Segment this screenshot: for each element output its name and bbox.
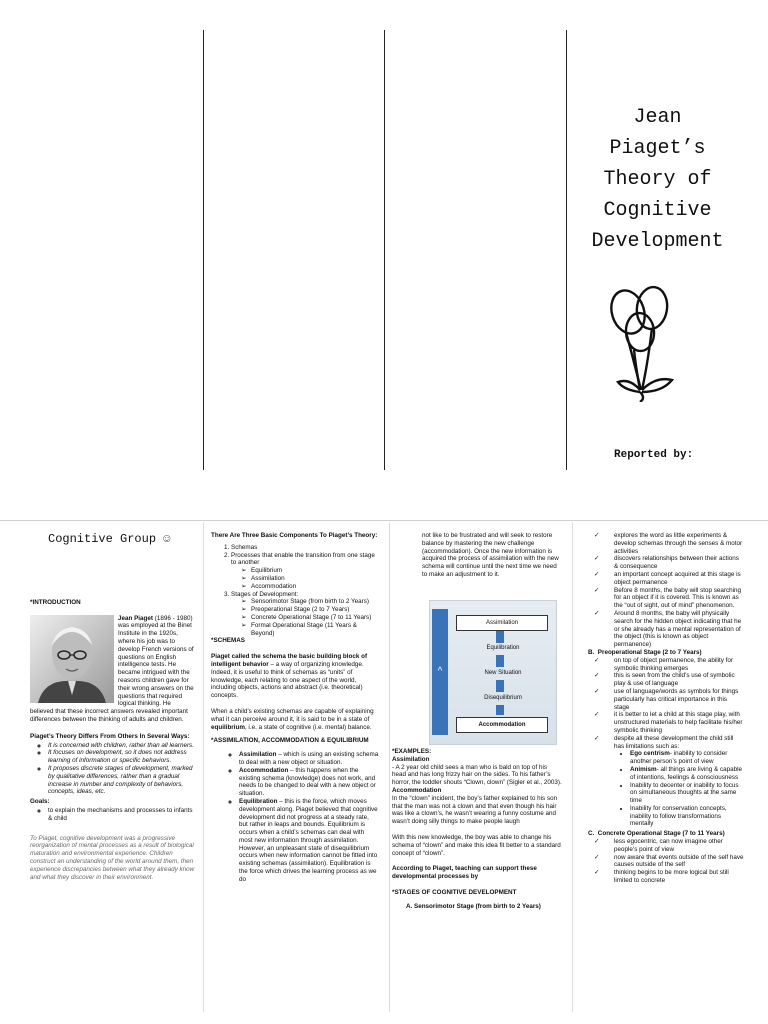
examples-heading: *EXAMPLES:	[392, 748, 432, 755]
check-item: ✓ now aware that events outside of the self have causes outside of the self	[592, 854, 744, 870]
limitation-text: Inability for conservation concepts, inability to follow transformations mentally	[630, 804, 727, 828]
diagram-label-new-situation: New Situation	[484, 670, 522, 676]
column-2	[211, 532, 379, 884]
goals-item: ◦ to explain the mechanisms and processes to infants & child	[48, 807, 195, 823]
component-label: Stages of Development:	[231, 590, 299, 598]
limitation-text: - all things are living & capable of intentions, feelings & consciousness	[630, 765, 742, 781]
component-subitem: ➢ Sensorimotor Stage (from birth to 2 Years)	[241, 598, 379, 606]
components-list	[211, 544, 379, 638]
differs-item: ◦ It focuses on development, so it does not address learning of information or specific behaviors.	[48, 749, 195, 765]
cover-title-line: Jean	[633, 106, 682, 129]
components-heading: There Are Three Basic Components To Piaget’s Theory:	[211, 532, 378, 539]
reported-by-label: Reported by:	[614, 449, 694, 461]
intro-block	[30, 615, 195, 724]
aae-text: – this happens when the existing schema (knowledge) does not work, and needs to be changed to deal with a new object or situation.	[239, 766, 376, 798]
diagram-arrow-2	[496, 655, 504, 667]
knowledge-paragraph: With this new knowledge, the boy was able to change his schema of “clown” and make this idea fit better to a standard concept of “clown”.	[392, 833, 561, 857]
stage-b-letter: B.	[588, 648, 598, 656]
stage-c-heading	[582, 830, 744, 838]
check-item: ✓ it is better to let a child at this stage play, with unstructured materials to help facilitate his/her symbolic thinking	[592, 711, 744, 734]
component-subitem: ➢ Preoperational Stage (2 to 7 Years)	[241, 606, 379, 614]
column-1	[30, 532, 195, 887]
aae-text: – which is using an existing schema to deal with a new object or situation.	[239, 751, 379, 766]
schemas-bold: Piaget called the schema the basic building block of intelligent behavior	[211, 653, 368, 668]
preoperational-checklist	[582, 657, 744, 751]
diagram-label-equilibration: Equilibration	[486, 645, 520, 651]
component-sublist	[231, 598, 379, 637]
limitation-term: Animism	[630, 765, 657, 773]
continuation-paragraph: not like to be frustrated and will seek to restore balance by mastering the new challenge (accommodation). Once the new information is acquired the process of assimilation with the new schema will continue until the next time we need to make an adjustment to it.	[422, 532, 559, 578]
equilibration-diagram	[429, 600, 557, 745]
closing-paragraph: To Piaget, cognitive development was a progressive reorganization of mental processes as a result of biological maturation and environmental experience. Children construct an understanding of the world around them, then experience discrepancies between what they already know and what they discover in their environment.	[30, 834, 195, 881]
component-item	[231, 591, 379, 638]
intro-name: Jean Piaget	[118, 614, 153, 622]
intro-text: (1896 - 1980) was employed at the Binet Institute in the 1920s, where his job was to develop French versions of questions on English intelligence tests. He became intrigued with the reasons children gave for their wrong answers on the questions that required logical thinking. He believed that these incorrect answers revealed important differences between the thinking of adults and children.	[30, 614, 194, 723]
component-label: Schemas	[231, 543, 258, 551]
accommodation-example: In the “clown” incident, the boy’s father explained to his son that the man was not a clown and that even though his hair was like a clown’s, he wasn’t wearing a funny costume and wasn’t doing silly things to make people laugh	[392, 794, 558, 826]
limitation-item	[630, 750, 744, 766]
lower-page-top-edge	[0, 520, 768, 521]
check-item: ✓ an important concept acquired at this stage is object permanence	[592, 571, 744, 587]
column-3-lower	[392, 748, 562, 911]
lower-divider-3	[572, 522, 573, 1012]
component-item	[231, 552, 379, 591]
diagram-box-assimilation: Assimilation	[456, 615, 548, 631]
lower-divider-1	[203, 522, 204, 1012]
component-subitem: ➢ Accommodation	[241, 583, 379, 591]
limitation-term: Ego centrism	[630, 750, 670, 758]
cover-title-line: Theory of	[603, 168, 712, 191]
stage-b-heading	[582, 649, 744, 657]
differs-heading: Piaget’s Theory Differs From Others In Several Ways:	[30, 732, 190, 740]
check-item: ✓ thinking begins to be more logical but still limited to concrete	[592, 869, 744, 885]
differs-list	[30, 742, 195, 797]
aae-term: Assimilation	[239, 751, 277, 759]
panel-divider-2	[384, 30, 385, 470]
panel-divider-3	[566, 30, 567, 470]
check-item: ✓ discovers relationships between their actions & consequence	[592, 555, 744, 571]
equilibrium-text: , i.e. a state of cognitive (i.e. mental) balance.	[244, 723, 372, 731]
schemas-text: – a way of organizing knowledge. Indeed, it is useful to think of schemas as “units” of knowledge, each relating to one aspect of the world, including objects, actions and abstract (i.e. theoretical) concepts.	[211, 660, 364, 700]
limitation-item	[630, 805, 744, 828]
support-heading: According to Piaget, teaching can support these developmental processes by	[392, 865, 537, 881]
aae-term: Equilibration	[239, 797, 278, 805]
group-title: Cognitive Group ☺	[48, 532, 171, 546]
accommodation-heading: Accommodation	[392, 786, 442, 794]
panel-divider-1	[203, 30, 204, 470]
balloons-icon	[600, 282, 692, 402]
concrete-checklist	[582, 838, 744, 885]
check-item: ✓ explores the word as little experiments & develop schemas through the senses & motor activities	[592, 532, 744, 555]
limitation-item	[630, 766, 744, 782]
limitations-list	[582, 750, 744, 828]
sensorimotor-checklist	[582, 532, 744, 649]
stage-a-list	[392, 903, 562, 911]
aae-item	[239, 751, 379, 767]
aae-item	[239, 798, 379, 884]
stages-heading: *STAGES OF COGNITIVE DEVELOPMENT	[392, 888, 517, 896]
stage-c-title: Concrete Operational Stage (7 to 11 Years)	[597, 830, 725, 838]
diagram-arrow-3	[496, 680, 504, 692]
aae-heading: *ASSIMILATION, ACCOMMODATION & EQUILIBRIUM	[211, 737, 369, 745]
differs-item: ◦ It is concerned with children, rather than all learners.	[48, 742, 195, 750]
aae-term: Accommodation	[239, 766, 289, 774]
equilibrium-bold: equilibrium	[211, 723, 245, 731]
equilibrium-paragraph	[211, 708, 379, 731]
component-item	[231, 544, 379, 552]
stage-b-title: Preoperational Stage (2 to 7 Years)	[597, 648, 702, 656]
check-item: ✓ use of language/words as symbols for things particularly has critical importance in this stage	[592, 688, 744, 711]
check-item: ✓ Before 8 months, the baby will stop searching for an object if it is covered. This is known as the “out of sight, out of mind” phenomenon.	[592, 587, 744, 610]
cover-title	[575, 102, 740, 257]
limitation-text: - inability to consider another person’s point of view	[630, 750, 728, 766]
check-item: ✓ on top of object permanence, the ability for symbolic thinking emerges	[592, 657, 744, 673]
stage-a-item: A. Sensorimotor Stage (from birth to 2 Years)	[414, 903, 562, 911]
component-subitem: ➢ Equilibrium	[241, 567, 379, 575]
assimilation-heading: Assimilation	[392, 755, 430, 763]
schemas-heading: *SCHEMAS	[211, 637, 245, 645]
schemas-paragraph	[211, 653, 379, 700]
column-4	[582, 532, 744, 885]
intro-heading: *INTRODUCTION	[30, 598, 81, 606]
check-item: ✓ this is seen from the child’s use of symbolic play & use of language	[592, 672, 744, 688]
diagram-box-accommodation: Accommodation	[456, 717, 548, 733]
equilibrium-text: When a child’s existing schemas are capable of explaining what it can perceive around it, it is said to be in a state of	[211, 707, 374, 723]
diagram-arrow-1	[496, 631, 504, 643]
goals-heading: Goals:	[30, 798, 50, 806]
diagram-side-arrow-head: ^	[437, 666, 443, 677]
diagram-label-disequilibrium: Disequilibrium	[484, 695, 522, 701]
assimilation-example: - A 2 year old child sees a man who is bald on top of his head and has long frizzy hair on the sides. To his father’s horror, the toddler shouts “Clown, clown” (Sigler et al., 2003).	[392, 763, 562, 787]
lower-divider-2	[389, 522, 390, 1012]
component-sublist	[231, 567, 379, 590]
diagram-arrow-4	[496, 705, 504, 715]
limitation-text: Inability to decenter or inability to focus on simultaneous thoughts at the same time	[630, 781, 739, 805]
aae-list	[211, 751, 379, 884]
goals-list	[30, 807, 195, 823]
piaget-portrait-image	[30, 615, 114, 703]
component-label: Processes that enable the transition from one stage to another	[231, 551, 375, 567]
aae-text: – this is the force, which moves development along. Piaget believed that cognitive development did not progress at a steady rate, but rather in leaps and bounds. Equilibrium is occurs when a child’s schemas can deal with most new information through assimilation. However, an unpleasant state of disequilibrium occurs when new information cannot be fitted into existing schemas (assimilation). Equilibration is the force which drives the learning process as we do	[239, 797, 378, 883]
check-item: ✓ despite all these development the child still has limitations such as:	[592, 735, 744, 751]
stage-c-letter: C.	[588, 830, 598, 838]
check-item: ✓ Around 8 months, the baby will physically search for the hidden object indicating that he or she already has a mental representation of the object (this is known as object permanence)	[592, 610, 744, 649]
component-subitem: ➢ Formal Operational Stage (11 Years & Beyond)	[241, 622, 379, 638]
check-item: ✓ less egocentric, can now imagine other people’s point of view	[592, 838, 744, 854]
component-subitem: ➢ Concrete Operational Stage (7 to 11 Years)	[241, 614, 379, 622]
limitation-item	[630, 782, 744, 805]
cover-title-line: Piaget’s	[609, 137, 706, 160]
cover-title-line: Development	[591, 230, 724, 253]
differs-item: ◦ It proposes discrete stages of development, marked by qualitative differences, rather than a gradual increase in number and complexity of behaviors, concepts, ideas, etc.	[48, 765, 195, 796]
cover-title-line: Cognitive	[603, 199, 712, 222]
component-subitem: ➢ Assimilation	[241, 575, 379, 583]
column-3	[392, 532, 562, 585]
aae-item	[239, 767, 379, 798]
